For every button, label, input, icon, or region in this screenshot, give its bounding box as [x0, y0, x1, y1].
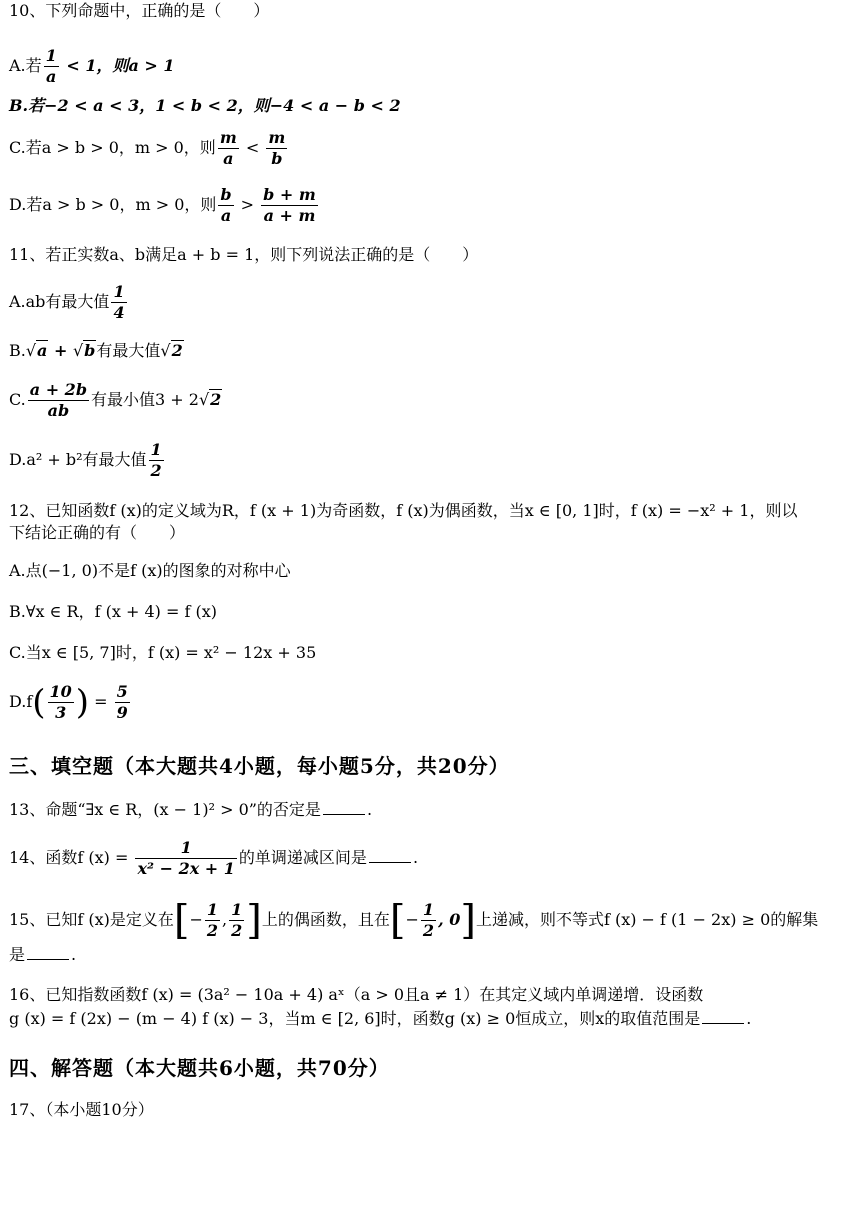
q10-option-d: [9, 185, 320, 226]
q11-d-frac: [149, 440, 164, 481]
q16-line1: 16、已知指数函数f (x) = (3a² − 10a + 4) aˣ（a > 0且a ≠ 1）在其定义域内单调递增．设函数: [9, 985, 704, 1004]
section-answer-heading: 四、解答题（本大题共6小题，共70分）: [9, 1056, 390, 1080]
frac-den: ab: [28, 400, 89, 421]
q11-c-text: 有最小值3 + 2: [91, 390, 199, 409]
frac-den: a: [218, 205, 233, 226]
sqrt-radicand: 2: [171, 341, 183, 360]
frac-num: 1: [45, 46, 57, 65]
frac-den: 2: [231, 921, 243, 940]
q15-mid: 上的偶函数，且在: [261, 910, 390, 929]
sqrt-radicand: b: [84, 341, 96, 360]
frac-num: 1: [206, 900, 219, 919]
frac-den: a + m: [261, 205, 318, 226]
q12-option-b: B.∀x ∈ R，f (x + 4) = f (x): [9, 602, 217, 621]
q12-option-d: [9, 682, 132, 723]
q16-line2: [9, 1008, 751, 1030]
q15-line2-pre: 是: [9, 945, 26, 964]
q14-frac: [135, 838, 236, 879]
q17: 17、（本小题10分）: [9, 1100, 154, 1119]
q11-a-pre: A.ab有最大值: [9, 292, 110, 311]
right-bracket: ]: [246, 897, 262, 944]
q16-end: .: [746, 1009, 752, 1028]
frac-den: b: [266, 148, 287, 169]
q15-end: .: [71, 945, 77, 964]
q10-option-c: [9, 128, 289, 169]
frac-den: a: [44, 66, 59, 87]
left-bracket: [: [389, 897, 406, 944]
sqrt-radicand: a: [37, 341, 48, 360]
frac-num: 1: [231, 900, 243, 919]
q10-d-frac2: [261, 185, 318, 226]
q11-option-d: [9, 440, 166, 481]
frac-num: 5: [116, 682, 128, 701]
q14: [9, 838, 418, 879]
q10-d-pre: D.若a > b > 0，m > 0，则: [9, 195, 217, 214]
q12-stem-line2: 下结论正确的有（ ）: [9, 523, 186, 542]
frac-den: 3: [48, 702, 74, 723]
q10-a-fraction: [44, 46, 59, 87]
q11-d-pre: D.a² + b²有最大值: [9, 450, 147, 469]
q14-post: 的单调递减区间是: [238, 848, 367, 867]
q14-end: .: [412, 848, 419, 867]
q13: [9, 799, 372, 821]
frac-den: 2: [206, 921, 219, 940]
q11-b-text: 有最大值: [96, 341, 161, 360]
answer-blank[interactable]: [27, 945, 69, 960]
interval-end: , 0: [438, 910, 461, 929]
comma: ,: [222, 910, 228, 929]
sqrt-sign: √2: [198, 390, 222, 409]
q12-d-pre: D.f: [9, 692, 33, 711]
frac-den: a: [218, 148, 239, 169]
q15-i1-rfrac: [229, 900, 244, 941]
sqrt-sign: √a: [25, 341, 48, 360]
section-fill-in-heading: 三、填空题（本大题共4小题，每小题5分，共20分）: [9, 754, 510, 778]
sqrt-sign: √2: [160, 341, 183, 360]
q11-option-b: [9, 340, 184, 362]
q12-d-frac: [48, 682, 74, 723]
q10-option-b: B.若−2 < a < 3，1 < b < 2，则−4 < a − b < 2: [9, 96, 401, 115]
q15-line1: 15、已知f (x)是定义在[− $\frac{1}{2}$ , $\frac{1}{2}$ ]上的偶函数，且在[− $\frac{1}{2}$ , 0]上递减，则不等式f (x) − f (1 − 2x) ≥ 0的解集: [9, 897, 819, 944]
sqrt-sign: √b: [72, 341, 96, 360]
q11-stem: 11、若正实数a、b满足a + b = 1，则下列说法正确的是（ ）: [9, 245, 479, 264]
frac-num: 1: [422, 900, 435, 919]
left-paren: (: [32, 682, 46, 723]
sqrt-radicand: 2: [210, 390, 222, 409]
q10-a-post: < 1，则a > 1: [60, 56, 175, 75]
q10-stem: 10、下列命题中，正确的是（ ）: [9, 1, 270, 20]
frac-num: 1: [113, 282, 125, 301]
answer-blank[interactable]: [323, 800, 365, 815]
frac-num: 1: [150, 440, 162, 459]
q10-c-frac1: [218, 128, 239, 169]
frac-den: 2: [422, 921, 435, 940]
right-paren: ): [75, 682, 90, 723]
q15-post: 上递减，则不等式f (x) − f (1 − 2x) ≥ 0的解集: [475, 910, 819, 929]
q13-text: 13、命题“∃x ∈ R，(x − 1)² > 0”的否定是: [9, 800, 321, 819]
q11-b-pre: B.: [9, 341, 26, 360]
frac-num: 10: [49, 682, 72, 701]
frac-num: a + 2b: [29, 380, 87, 399]
q11-option-a: [9, 282, 129, 323]
frac-num: m: [219, 128, 237, 147]
q16-line2-pre: g (x) = f (2x) − (m − 4) f (x) − 3，当m ∈ [2, 6]时，函数g (x) ≥ 0恒成立，则x的取值范围是: [9, 1009, 701, 1028]
q15-i1-frac: [205, 900, 220, 941]
answer-blank[interactable]: [702, 1009, 744, 1024]
frac-den: 9: [116, 703, 128, 722]
q12-stem-line1: 12、已知函数f (x)的定义域为R，f (x + 1)为奇函数，f (x)为偶函数，当x ∈ [0, 1]时，f (x) = −x² + 1，则以: [9, 501, 798, 520]
q12-d-rfrac: [115, 682, 130, 723]
q13-end: .: [366, 800, 373, 819]
q11-a-frac: [111, 282, 126, 323]
frac-num: b: [220, 185, 232, 204]
q14-pre: 14、函数f (x) =: [9, 848, 134, 867]
frac-num: 1: [180, 838, 192, 857]
q15-pre: 15、已知f (x)是定义在: [9, 910, 174, 929]
q12-option-c: C.当x ∈ [5, 7]时，f (x) = x² − 12x + 35: [9, 643, 317, 662]
q10-c-op: <: [240, 138, 265, 157]
q12-d-eq: =: [89, 692, 113, 711]
frac-num: b + m: [263, 185, 316, 204]
q10-c-pre: C.若a > b > 0，m > 0，则: [9, 138, 216, 157]
q10-d-frac1: [218, 185, 233, 226]
q10-option-a: [9, 46, 175, 87]
q15-i2-frac: [421, 900, 436, 941]
q10-c-frac2: [266, 128, 287, 169]
q10-d-op: >: [235, 195, 260, 214]
q15-line2: [9, 944, 76, 966]
frac-den: x² − 2x + 1: [137, 859, 235, 878]
left-bracket: [: [173, 897, 190, 944]
q12-option-a: A.点(−1, 0)不是f (x)的图象的对称中心: [9, 561, 291, 580]
q11-b-mid: +: [48, 341, 73, 360]
frac-den: 2: [150, 461, 162, 480]
answer-blank[interactable]: [369, 848, 411, 863]
q10-a-pre: A.若: [9, 56, 42, 75]
frac-num: m: [268, 128, 286, 147]
q11-option-c: [9, 380, 222, 421]
right-bracket: ]: [460, 897, 476, 944]
frac-den: 4: [113, 303, 125, 322]
q11-c-pre: C.: [9, 390, 26, 409]
q11-c-frac: [28, 380, 89, 421]
